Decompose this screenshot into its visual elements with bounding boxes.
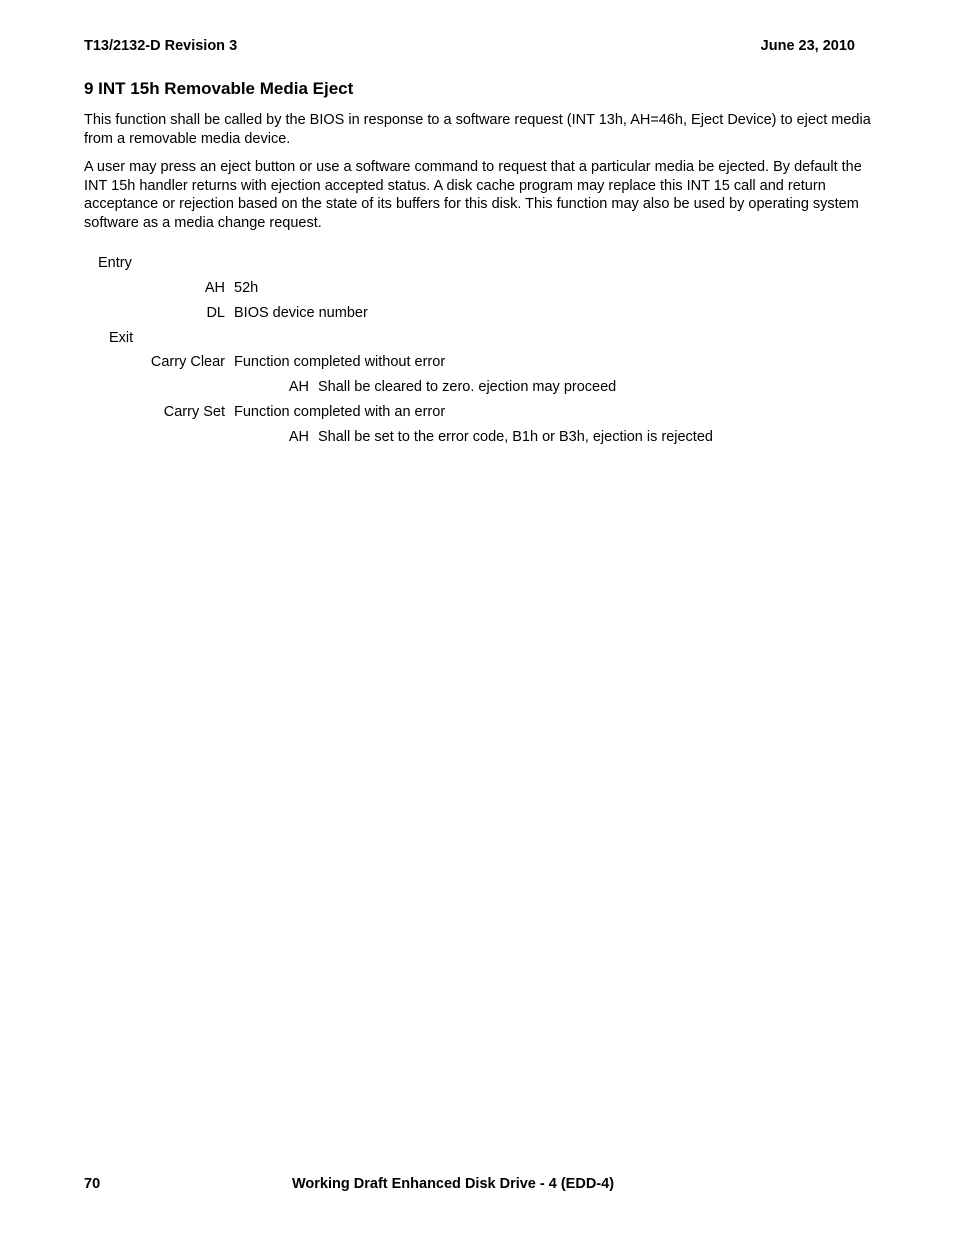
exit-condition: Carry Set (163, 404, 225, 420)
exit-register: AH (288, 379, 309, 395)
footer-title: Working Draft Enhanced Disk Drive - 4 (EDD-4) (292, 1176, 615, 1192)
exit-register-desc: Shall be cleared to zero. ejection may proceed (318, 379, 617, 395)
exit-label: Exit (109, 330, 134, 346)
exit-register: AH (288, 429, 309, 445)
intro-paragraph: This function shall be called by the BIOS in response to a software request (INT 13h, AH=46h, Eject Device) to eject media from a removable media device. (84, 112, 871, 147)
exit-condition-desc: Function completed without error (234, 354, 446, 370)
exit-condition: Carry Clear (150, 354, 225, 370)
footer-page-number: 70 (84, 1176, 101, 1192)
entry-value: BIOS device number (234, 305, 368, 321)
entry-value: 52h (234, 280, 259, 296)
header-date: June 23, 2010 (760, 38, 855, 54)
header-document-id: T13/2132-D Revision 3 (84, 38, 238, 54)
entry-register: DL (206, 305, 225, 321)
exit-condition-desc: Function completed with an error (234, 404, 446, 420)
entry-label: Entry (98, 255, 132, 271)
section-title: 9 INT 15h Removable Media Eject (84, 79, 354, 98)
exit-register-desc: Shall be set to the error code, B1h or B3h, ejection is rejected (318, 429, 713, 445)
description-paragraph: A user may press an eject button or use a software command to request that a particular media be ejected. By default the INT 15h handler returns with ejection accepted status. A disk cache program may replace this INT 15 call and return acceptance or rejection based on the state of its buffers for this disk. This function may also be used by operating system software as a media change request. (84, 159, 862, 231)
entry-register: AH (204, 280, 225, 296)
